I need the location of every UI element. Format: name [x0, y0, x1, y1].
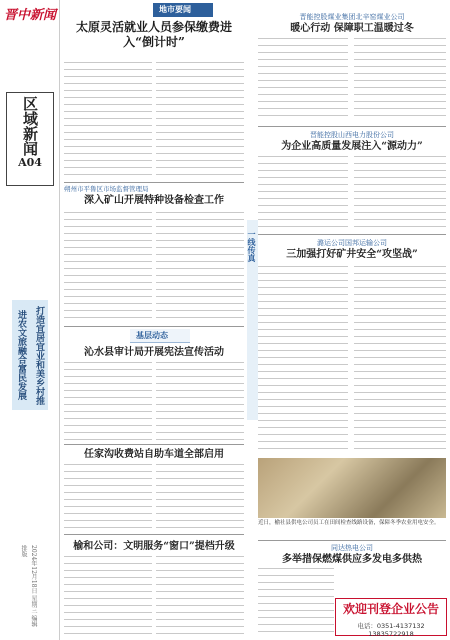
article-body-5b [156, 556, 244, 636]
article-body-1a [64, 62, 152, 178]
article3-title: 沁水县审计局开展宪法宣传活动 [84, 347, 224, 358]
masthead-logo: 晋中新闻 [4, 8, 57, 23]
article-body-3b [156, 362, 244, 440]
ad-title: 欢迎刊登企业公告 [342, 602, 439, 616]
article-r2-tag: 晋能控股山西电力股份公司 [310, 131, 394, 139]
article2-title: 深入矿山开展特种设备检查工作 [84, 195, 224, 206]
news-photo [258, 458, 446, 518]
date-info: 2024年12月18日 星期三 编辑 排版 [20, 545, 37, 628]
divider [258, 540, 446, 541]
article-r1-tag: 晋能控股煤业集团北辛窑煤业公司 [299, 13, 405, 21]
article-body-3a [64, 362, 152, 440]
article4-title: 任家沟收费站自助车道全部启用 [84, 449, 224, 460]
article-body-4a [64, 464, 152, 530]
article-body-1b [156, 62, 244, 178]
divider [64, 326, 244, 327]
article-r2-title: 为企业高质量发展注入“源动力” [281, 141, 423, 152]
section-tag-grassroots: 基层动态 [130, 329, 190, 343]
article2-tag: 朔州市平鲁区市场监督管理局 [64, 185, 149, 193]
article-body-r2b [354, 156, 446, 230]
article-body-5a [64, 556, 152, 636]
page-number: A04 [18, 156, 42, 169]
article-body-r3a [258, 266, 348, 452]
section-tag-local: 地市要闻 [153, 3, 213, 17]
headline-main: 太原灵活就业人员参保缴费进入“倒计时” [75, 20, 232, 49]
ad-phone: 电话：0351-4137132 13835722918 [357, 622, 425, 638]
article-r4-title: 多举措保燃煤供应多发电多供热 [282, 554, 422, 565]
article-body-2b [156, 212, 244, 322]
article-body-r1b [354, 38, 446, 122]
divider [258, 126, 446, 127]
article-body-4b [156, 464, 244, 530]
feature-strip-label: 一线传真 [247, 230, 257, 262]
slogan-banner: 打造宜居宜业和美乡村推进农文旅融合富民发展 [12, 300, 48, 410]
divider [258, 234, 446, 235]
divider [64, 182, 244, 183]
article-r4-tag: 同达热电公司 [331, 544, 373, 552]
article-body-r3b [354, 266, 446, 452]
divider [64, 444, 244, 445]
divider [64, 534, 244, 535]
article-body-2a [64, 212, 152, 322]
article-body-r2a [258, 156, 348, 230]
article-r1-title: 暖心行动 保障职工温暖过冬 [290, 23, 414, 34]
section-title: 区域新闻 [21, 96, 39, 156]
article-r3-title: 三加强打好矿井安全“攻坚战” [286, 249, 418, 260]
photo-caption: 近日，榆社县供电公司员工在田间检查线路设备，保障冬季农业用电安全。 [258, 520, 440, 526]
article5-title: 榆和公司：文明服务“窗口”提档升级 [73, 541, 235, 552]
article-body-r1a [258, 38, 348, 122]
article-r3-tag: 潞运公司国邦运输公司 [317, 239, 387, 247]
article-body-r4a [258, 568, 334, 636]
